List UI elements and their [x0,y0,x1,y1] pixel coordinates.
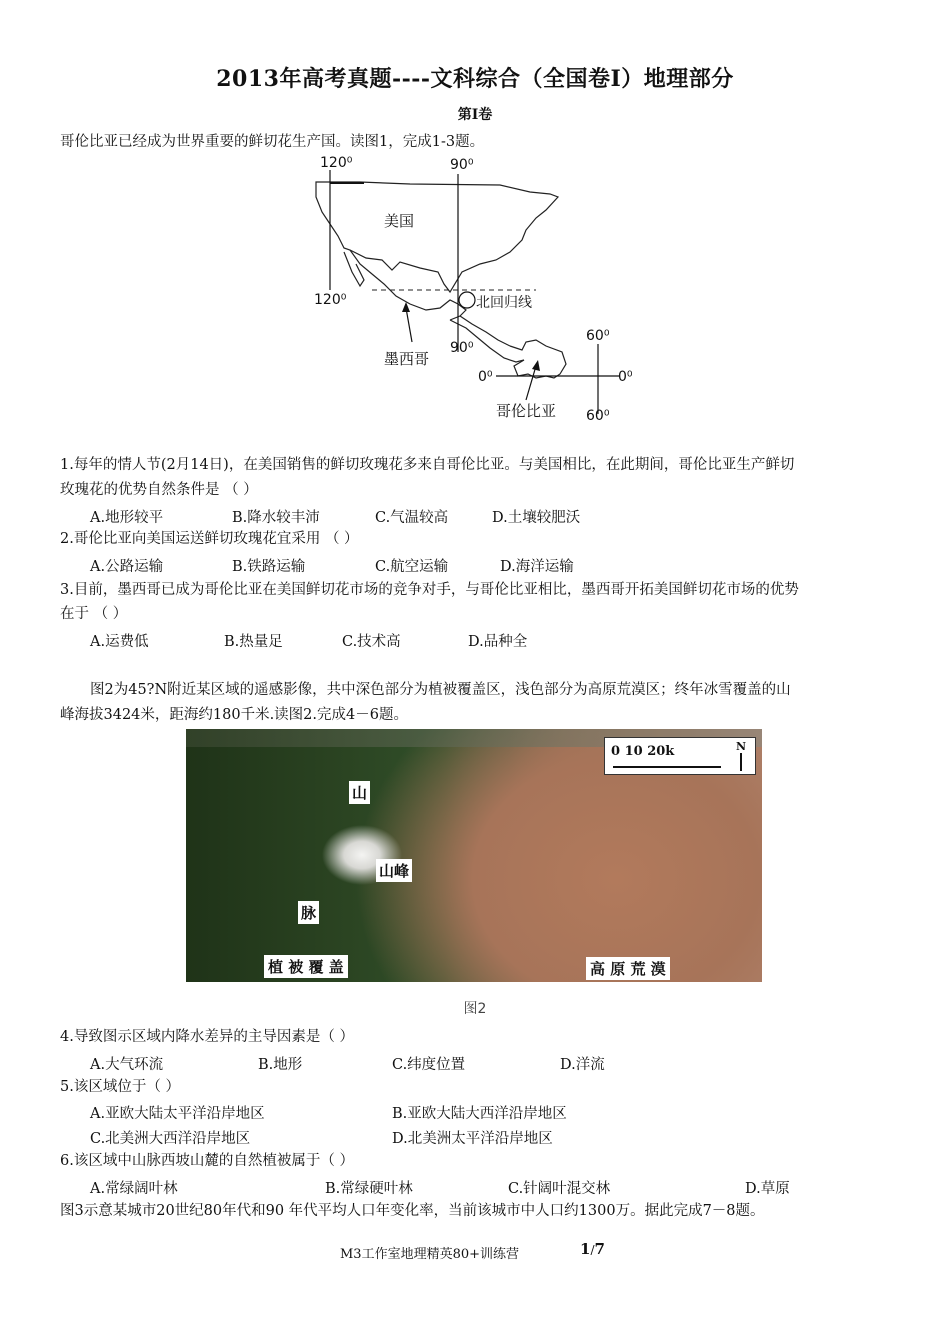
figure-2-caption: 图2 [463,1001,487,1017]
label-tropic-of-cancer: 北回归线 [476,295,532,311]
question-3-line-1: 3.目前，墨西哥已成为哥伦比亚在美国鲜切花市场的竞争对手，与哥伦比亚相比，墨西哥开拓美国鲜切花市场的优势 [60,582,799,598]
q6-option-a: A.常绿阔叶林 [90,1181,178,1197]
map-outline [300,152,650,432]
label-shan: 山 [349,781,370,804]
q1-option-d: D.土壤较肥沃 [492,510,581,526]
q3-option-a: A.运费低 [90,634,149,650]
q6-option-d: D.草原 [745,1181,790,1197]
q5-option-a: A.亚欧大陆太平洋沿岸地区 [90,1106,265,1122]
label-equator-right: 0⁰ [618,369,633,385]
q6-option-c: C.针阔叶混交林 [508,1181,611,1197]
label-usa: 美国 [384,212,415,230]
q2-option-a: A.公路运输 [90,559,164,575]
label-colombia: 哥伦比亚 [496,402,557,420]
north-label: N [736,740,747,753]
q5-option-b: B.亚欧大陆大西洋沿岸地区 [392,1106,567,1122]
q4-option-c: C.纬度位置 [392,1057,466,1073]
north-arrow-icon [740,753,742,771]
question-3-line-2: 在于 （ ） [60,606,128,622]
question-1-line-2: 玫瑰花的优势自然条件是 （ ） [60,482,258,498]
question-2-line-1: 2.哥伦比亚向美国运送鲜切玫瑰花宜采用 （ ） [60,531,359,547]
q3-option-d: D.品种全 [468,634,528,650]
q4-option-a: A.大气环流 [90,1057,164,1073]
footer-studio: M3工作室地理精英80+训练营 [340,1247,520,1262]
page-total: 7 [594,1240,605,1258]
label-120-bottom: 120⁰ [314,292,347,308]
question-6-line-1: 6.该区域中山脉西坡山麓的自然植被属于（ ） [60,1153,354,1169]
question-5-line-1: 5.该区域位于（ ） [60,1079,180,1095]
page-separator: / [590,1243,595,1257]
section-title: 第Ⅰ卷 [457,107,493,123]
q3-option-b: B.热量足 [224,634,283,650]
page-number [580,1240,605,1258]
scale-bar [613,766,721,768]
intro-paragraph-1: 哥伦比亚已经成为世界重要的鲜切花生产国。读图1，完成1-3题。 [60,134,485,150]
scale-box [604,737,756,775]
intro-paragraph-3: 图3示意某城市20世纪80年代和90 年代平均人口年变化率，当前该城市中人口约1300万。据此完成7－8题。 [60,1203,765,1219]
intro-paragraph-2-line-2: 峰海拔3424米，距海约180千米.读图2.完成4－6题。 [60,707,408,723]
figure-1-map [300,152,650,432]
q1-option-c: C.气温较高 [375,510,449,526]
q2-option-c: C.航空运输 [375,559,449,575]
q5-option-d: D.北美洲太平洋沿岸地区 [392,1131,553,1147]
question-4-line-1: 4.导致图示区域内降水差异的主导因素是（ ） [60,1029,354,1045]
scale-label: 0 10 20k [611,744,675,759]
q6-option-b: B.常绿硬叶林 [325,1181,413,1197]
intro-paragraph-2-line-1: 图2为45?N附近某区域的遥感影像，共中深色部分为植被覆盖区，浅色部分为高原荒漠区；终年冰雪覆盖的山 [90,682,791,698]
q4-option-d: D.洋流 [560,1057,605,1073]
q2-option-d: D.海洋运输 [500,559,574,575]
label-mexico: 墨西哥 [384,350,430,368]
q1-option-a: A.地形较平 [90,510,164,526]
q2-option-b: B.铁路运输 [232,559,306,575]
label-desert: 高 原 荒 漠 [586,957,670,980]
label-90-top: 90⁰ [450,157,474,173]
label-60-bottom: 60⁰ [586,408,610,424]
question-1-line-1: 1.每年的情人节(2月14日)，在美国销售的鲜切玫瑰花多来自哥伦比亚。与美国相比，在此期间，哥伦比亚生产鲜切 [60,457,795,473]
page-title: 2013年高考真题----文科综合（全国卷Ⅰ）地理部分 [216,66,734,92]
label-60-top: 60⁰ [586,328,610,344]
q1-option-b: B.降水较丰沛 [232,510,320,526]
q5-option-c: C.北美洲大西洋沿岸地区 [90,1131,251,1147]
label-equator-left: 0⁰ [478,369,493,385]
label-120-top: 120⁰ [320,155,353,171]
label-mai: 脉 [298,901,319,924]
label-peak: 山峰 [376,859,412,882]
q4-option-b: B.地形 [258,1057,303,1073]
page-current: 1 [580,1240,591,1258]
q3-option-c: C.技术高 [342,634,401,650]
label-vegetation: 植 被 覆 盖 [264,955,348,978]
label-90-bottom: 90⁰ [450,340,474,356]
figure-2-satellite-image [186,729,762,982]
